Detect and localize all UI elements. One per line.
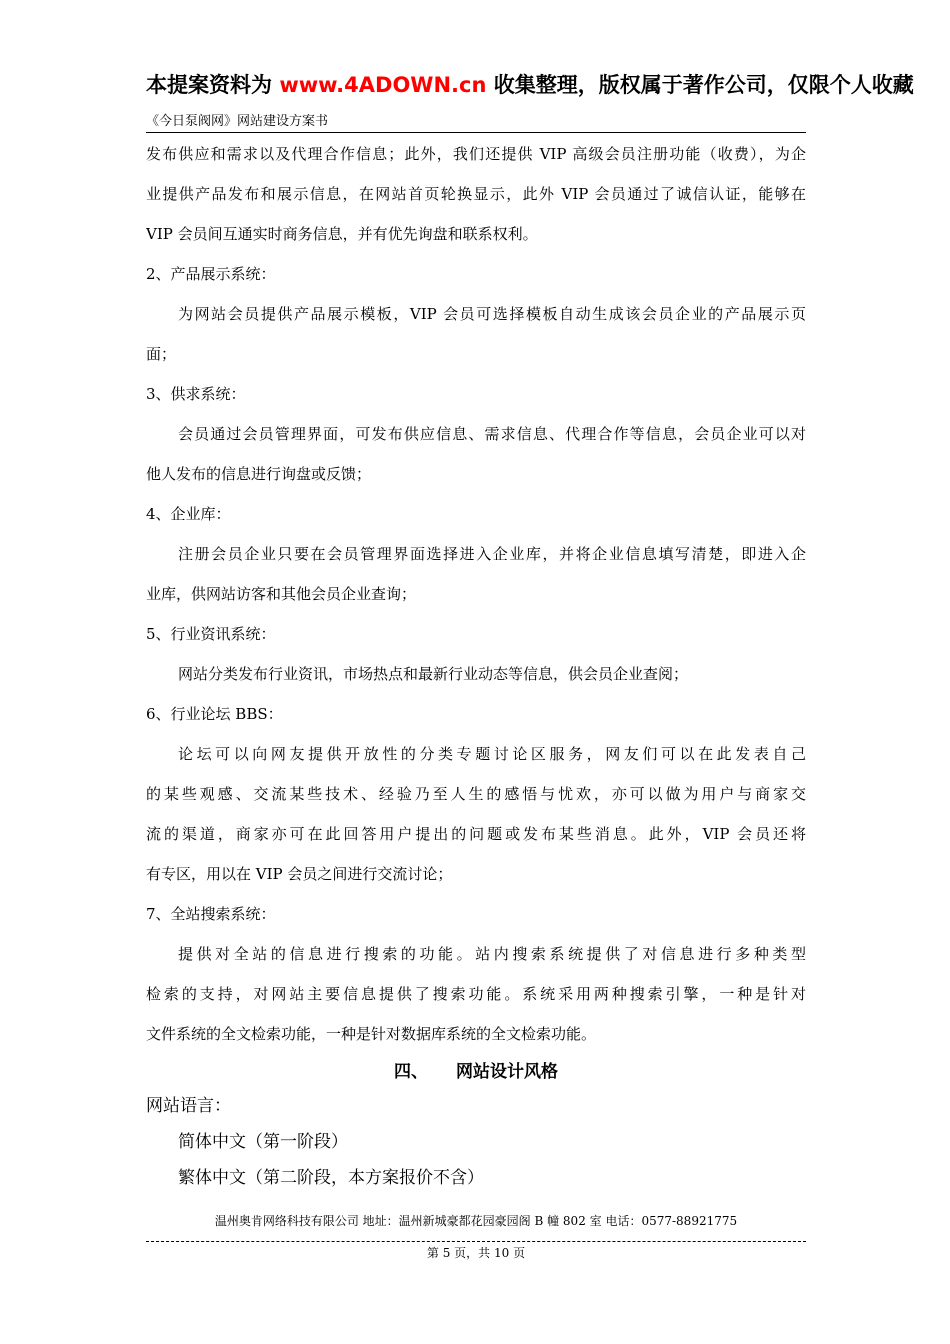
banner-suffix: 收集整理，版权属于著作公司，仅限个人收藏: [486, 73, 914, 97]
paragraph-line: 业库，供网站访客和其他会员企业查询；: [146, 585, 417, 603]
document-title: 《今日泵阀网》网站建设方案书: [146, 114, 329, 129]
paragraph-line: 会员通过会员管理界面，可发布供应信息、需求信息、代理合作等信息，会员企业可以对: [178, 425, 806, 443]
item-heading: 2、产品展示系统：: [146, 265, 276, 283]
paragraph-line: 有专区，用以在 VIP 会员之间进行交流讨论；: [146, 865, 453, 883]
item-heading: 7、全站搜索系统：: [146, 905, 276, 923]
paragraph-line: 流的渠道，商家亦可在此回答用户提出的问题或发布某些消息。此外，VIP 会员还将: [146, 825, 806, 843]
paragraph-line: 业提供产品发布和展示信息，在网站首页轮换显示，此外 VIP 会员通过了诚信认证，能够在: [146, 185, 806, 203]
copyright-banner: [146, 70, 950, 100]
paragraph-line: 网站分类发布行业资讯，市场热点和最新行业动态等信息，供会员企业查阅；: [178, 665, 689, 683]
page-footer: [146, 1211, 806, 1263]
paragraph-line: 为网站会员提供产品展示模板，VIP 会员可选择模板自动生成该会员企业的产品展示页: [178, 305, 806, 323]
paragraph-line: 的某些观感、交流某些技术、经验乃至人生的感悟与忧欢，亦可以做为用户与商家交: [146, 785, 806, 803]
paragraph-line: 注册会员企业只要在会员管理界面选择进入企业库，并将企业信息填写清楚，即进入企: [178, 545, 806, 563]
item-heading: 6、行业论坛 BBS：: [146, 705, 283, 723]
language-label: 网站语言：: [146, 1096, 231, 1116]
paragraph-line: 文件系统的全文检索功能，一种是针对数据库系统的全文检索功能。: [146, 1025, 597, 1043]
page-body: [146, 139, 806, 1199]
paragraph-line: 论坛可以向网友提供开放性的分类专题讨论区服务，网友们可以在此发表自己: [178, 745, 806, 763]
section-number: 四、: [394, 1062, 428, 1082]
paragraph-line: 检索的支持，对网站主要信息提供了搜索功能。系统采用两种搜索引擎，一种是针对: [146, 985, 806, 1003]
section-title: 网站设计风格: [456, 1062, 558, 1082]
paragraph-line: 提供对全站的信息进行搜索的功能。站内搜索系统提供了对信息进行多种类型: [178, 945, 806, 963]
section-heading: [146, 1057, 806, 1091]
item-heading: 5、行业资讯系统：: [146, 625, 276, 643]
banner-site-link[interactable]: www.4ADOWN.cn: [279, 73, 487, 97]
language-item: 简体中文（第一阶段）: [178, 1132, 348, 1152]
paragraph-line: VIP 会员间互通实时商务信息，并有优先询盘和联系权利。: [146, 225, 538, 243]
item-heading: 3、供求系统：: [146, 385, 246, 403]
paragraph-line: 他人发布的信息进行询盘或反馈；: [146, 465, 372, 483]
banner-prefix: 本提案资料为: [146, 73, 280, 97]
language-item: 繁体中文（第二阶段，本方案报价不含）: [178, 1168, 484, 1188]
dashed-divider: [146, 1233, 806, 1242]
company-address: 温州奥肯网络科技有限公司 地址：温州新城豪都花园豪园阁 B 幢 802 室 电话：0577-88921775: [214, 1214, 738, 1228]
item-heading: 4、企业库：: [146, 505, 231, 523]
page-number: 第 5 页，共 10 页: [426, 1246, 526, 1260]
paragraph-line: 发布供应和需求以及代理合作信息；此外，我们还提供 VIP 高级会员注册功能（收费），为企: [146, 145, 806, 163]
document-header: [146, 113, 806, 133]
paragraph-line: 面；: [146, 345, 177, 363]
